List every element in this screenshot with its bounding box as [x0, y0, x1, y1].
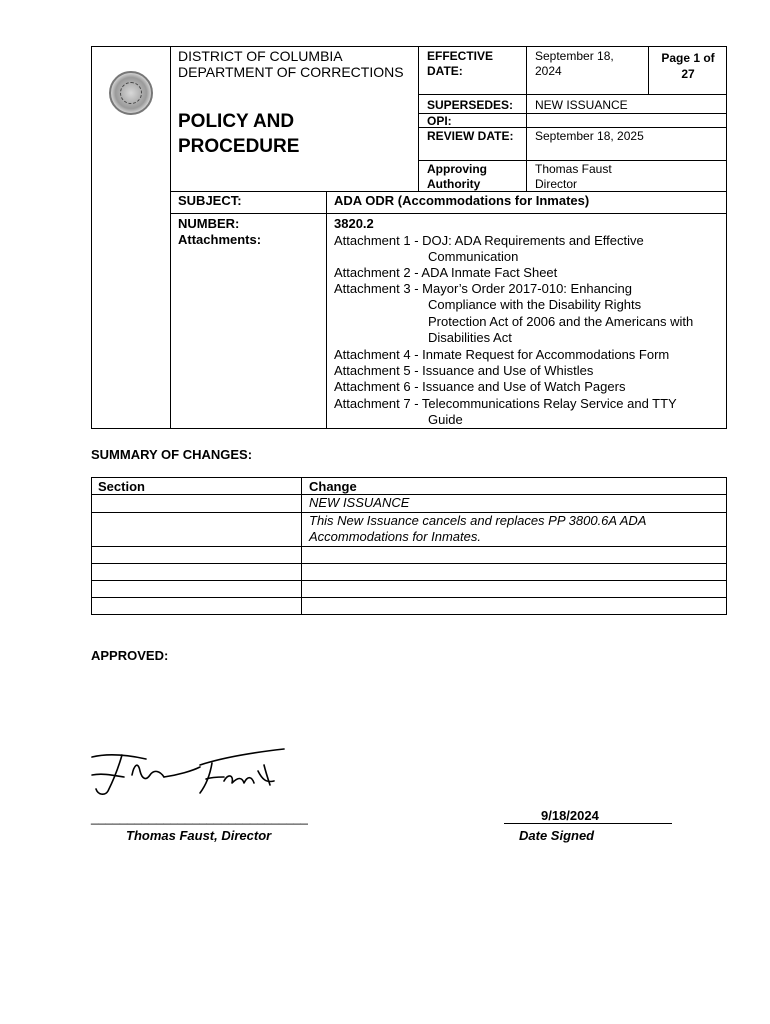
effective-label-line2: DATE:	[427, 64, 463, 78]
approving-value-line2: Director	[535, 177, 578, 191]
supersedes-label: SUPERSEDES:	[427, 98, 514, 112]
attachment-line: Attachment 7 - Telecommunications Relay Service and TTY	[334, 396, 677, 411]
header-divider-values	[526, 46, 527, 191]
attachment-line: Attachment 1 - DOJ: ADA Requirements and Effective	[334, 233, 644, 248]
approving-label-line2: Authority	[427, 177, 481, 191]
signer-line: ______________________________	[91, 810, 308, 825]
summary-row2-change-line1: This New Issuance cancels and replaces PP 3800.6A ADA	[309, 513, 647, 528]
attachment-line: Attachment 2 - ADA Inmate Fact Sheet	[334, 265, 558, 280]
header-rule-1	[418, 94, 727, 95]
attachment-line: Communication	[428, 249, 519, 264]
agency-line1: DISTRICT OF COLUMBIA	[178, 48, 343, 64]
attachment-line: Disabilities Act	[428, 330, 512, 345]
signature-image	[88, 735, 298, 801]
header-rule-6	[170, 213, 727, 214]
summary-rule-5	[91, 580, 727, 581]
subject-divider	[326, 191, 327, 429]
subject-label: SUBJECT:	[178, 193, 242, 208]
header-rule-2	[418, 113, 727, 114]
review-date-value: September 18, 2025	[535, 129, 644, 143]
summary-rule-3	[91, 546, 727, 547]
attachment-line: Attachment 4 - Inmate Request for Accommodations Form	[334, 347, 670, 362]
summary-row2-change-line2: Accommodations for Inmates.	[309, 529, 481, 544]
number-value: 3820.2	[334, 216, 374, 231]
approving-label-line1: Approving	[427, 162, 487, 176]
doc-type-line1: POLICY AND	[178, 111, 295, 132]
attachment-line: Attachment 3 - Mayor’s Order 2017-010: Enhancing	[334, 281, 632, 296]
effective-value-line1: September 18,	[535, 49, 614, 63]
header-divider-seal	[170, 46, 171, 429]
summary-col-section: Section	[98, 479, 145, 494]
attachment-line: Attachment 6 - Issuance and Use of Watch Pagers	[334, 379, 626, 394]
summary-row1-change: NEW ISSUANCE	[309, 495, 410, 510]
date-signed-label: Date Signed	[519, 828, 595, 843]
agency-line2: DEPARTMENT OF CORRECTIONS	[178, 64, 404, 80]
page-count-line2: 27	[681, 67, 695, 81]
attachments-label: Attachments:	[178, 232, 262, 247]
subject-value: ADA ODR (Accommodations for Inmates)	[334, 193, 590, 208]
summary-col-change: Change	[309, 479, 357, 494]
attachment-line: Compliance with the Disability Rights	[428, 297, 642, 312]
date-signed-value: 9/18/2024	[541, 808, 599, 823]
header-divider-middle	[418, 46, 419, 191]
doc-type-line2: PROCEDURE	[178, 136, 300, 157]
effective-value-line2: 2024	[535, 64, 562, 78]
page-count-line1: Page 1 of	[661, 51, 715, 65]
approved-heading: APPROVED:	[91, 648, 169, 663]
review-date-label: REVIEW DATE:	[427, 129, 514, 143]
number-label: NUMBER:	[178, 216, 240, 231]
attachment-line: Protection Act of 2006 and the Americans with	[428, 314, 694, 329]
summary-heading: SUMMARY OF CHANGES:	[91, 447, 253, 462]
opi-label: OPI:	[427, 114, 452, 128]
attachment-line: Guide	[428, 412, 463, 427]
attachment-line: Attachment 5 - Issuance and Use of Whistles	[334, 363, 594, 378]
effective-label-line1: EFFECTIVE	[427, 49, 494, 63]
summary-rule-4	[91, 563, 727, 564]
signer-name: Thomas Faust, Director	[126, 828, 272, 843]
summary-rule-6	[91, 597, 727, 598]
dc-seal-icon	[109, 71, 153, 115]
approving-value-line1: Thomas Faust	[535, 162, 612, 176]
supersedes-value: NEW ISSUANCE	[535, 98, 628, 112]
